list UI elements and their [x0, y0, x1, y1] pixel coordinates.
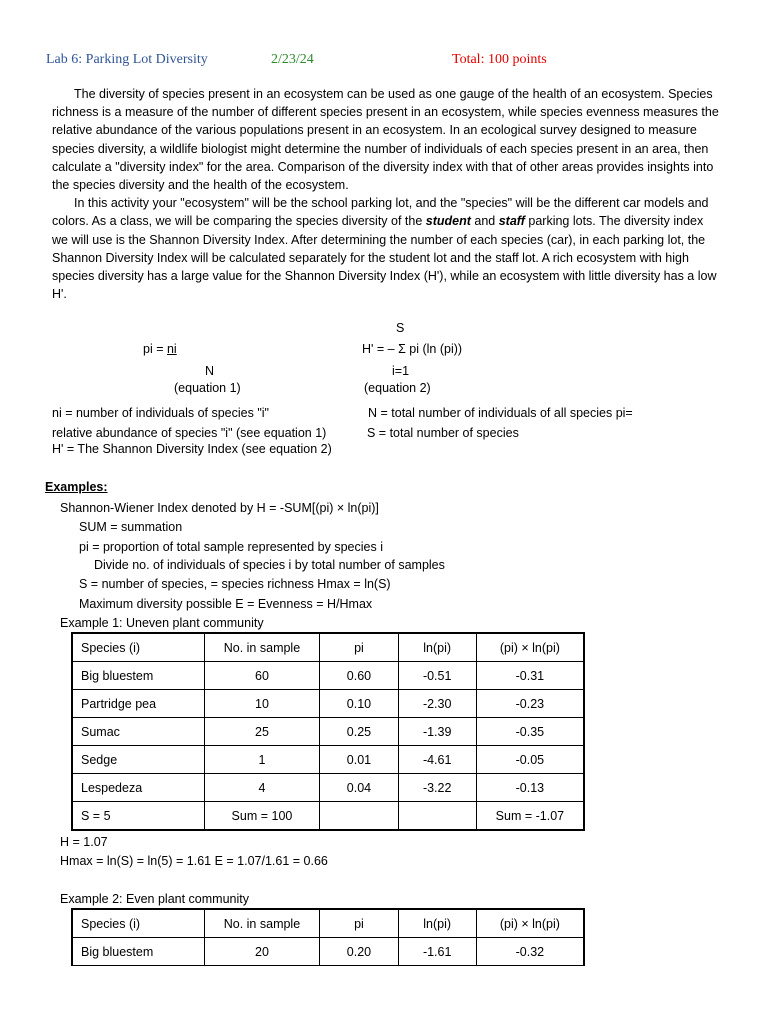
eq1-denominator: N — [205, 364, 215, 378]
table-cell: 0.10 — [320, 690, 398, 718]
table-cell — [320, 802, 398, 831]
eq2-lower-limit: i=1 — [392, 364, 410, 378]
table-cell: -0.05 — [476, 746, 584, 774]
header-cell: Species (i) — [72, 909, 204, 938]
max-diversity: Maximum diversity possible E = Evenness = H/Hmax — [79, 597, 373, 611]
staff-emphasis: staff — [498, 214, 525, 229]
header-cell: (pi) × ln(pi) — [476, 633, 584, 662]
table-header-row — [72, 909, 584, 938]
header-cell: pi — [320, 909, 398, 938]
intro-p2-a: In this activity your "ecosystem" will be the school parking lot, and the "species" will be the different car models and colors. As a class, we will be comparing the species diversity of the — [52, 196, 709, 229]
divide-instruction: Divide no. of individuals of species i by total number of samples — [94, 558, 445, 572]
header-cell: No. in sample — [204, 909, 320, 938]
table-cell: 0.25 — [320, 718, 398, 746]
header-cell: Species (i) — [72, 633, 204, 662]
table-row — [72, 690, 584, 718]
table-cell: 0.60 — [320, 662, 398, 690]
table-cell: -0.31 — [476, 662, 584, 690]
pi-definition: pi = proportion of total sample represented by species i — [79, 540, 383, 554]
table-row — [72, 662, 584, 690]
table-cell: Sumac — [72, 718, 204, 746]
table-cell: -1.61 — [398, 938, 476, 966]
table-cell: Partridge pea — [72, 690, 204, 718]
eq1-label: (equation 1) — [174, 381, 241, 395]
table-cell: -4.61 — [398, 746, 476, 774]
table-footer-row — [72, 802, 584, 831]
table-cell: Big bluestem — [72, 662, 204, 690]
table-cell: 25 — [204, 718, 320, 746]
table-cell: -2.30 — [398, 690, 476, 718]
table-cell: 0.20 — [320, 938, 398, 966]
table-cell: -3.22 — [398, 774, 476, 802]
lab-title: Lab 6: Parking Lot Diversity — [46, 52, 208, 67]
table-cell: -0.51 — [398, 662, 476, 690]
table-cell: Sum = -1.07 — [476, 802, 584, 831]
header-cell: pi — [320, 633, 398, 662]
table-cell: Lespedeza — [72, 774, 204, 802]
table-cell: -0.35 — [476, 718, 584, 746]
table-cell: 1 — [204, 746, 320, 774]
table-cell: -0.32 — [476, 938, 584, 966]
def-N: N = total number of individuals of all species pi= — [368, 406, 633, 420]
def-H: H' = The Shannon Diversity Index (see equation 2) — [52, 442, 332, 456]
table-cell: 10 — [204, 690, 320, 718]
header-cell: No. in sample — [204, 633, 320, 662]
def-ni: ni = number of individuals of species "i" — [52, 406, 269, 420]
table-cell: -0.23 — [476, 690, 584, 718]
examples-heading: Examples: — [45, 480, 108, 494]
example-1-title: Example 1: Uneven plant community — [60, 616, 264, 630]
table-cell: 0.04 — [320, 774, 398, 802]
eq2-upper-limit: S — [396, 321, 405, 335]
equation-1 — [143, 342, 177, 356]
table-cell: 20 — [204, 938, 320, 966]
example-1-hmax: Hmax = ln(S) = ln(5) = 1.61 E = 1.07/1.61 = 0.66 — [60, 854, 328, 868]
intro-p2-b: parking lots. The diversity index we will use is the Shannon Diversity Index. After determining the number of each species (car), in each parking lot, the Shannon Diversity Index will be calculated separately for the student lot and the staff lot. A rich ecosystem with high species diversity has a large value for the Shannon Diversity Index (H'), while an ecosystem with little diversity has a low H'. — [52, 214, 717, 302]
example-2-table — [71, 908, 585, 966]
table-cell: 0.01 — [320, 746, 398, 774]
example-2-title: Example 2: Even plant community — [60, 892, 249, 906]
table-cell: -1.39 — [398, 718, 476, 746]
intro-p2-and: and — [470, 214, 499, 229]
student-emphasis: student — [425, 214, 471, 229]
lab-date: 2/23/24 — [271, 52, 314, 67]
table-row — [72, 938, 584, 966]
header-cell: ln(pi) — [398, 633, 476, 662]
example-1-table — [71, 632, 585, 831]
table-cell: 60 — [204, 662, 320, 690]
def-S: S = total number of species — [367, 426, 519, 440]
table-cell: 4 — [204, 774, 320, 802]
eq2-label: (equation 2) — [364, 381, 431, 395]
s-definition: S = number of species, = species richness Hmax = ln(S) — [79, 577, 391, 591]
example-1-h-value: H = 1.07 — [60, 835, 108, 849]
header-cell: ln(pi) — [398, 909, 476, 938]
eq1-left: pi = — [143, 342, 167, 356]
shannon-formula: Shannon-Wiener Index denoted by H = -SUM[(pi) × ln(pi)] — [60, 501, 379, 515]
table-header-row — [72, 633, 584, 662]
equation-2: H' = – Σ pi (ln (pi)) — [362, 342, 463, 356]
intro-text — [52, 85, 720, 303]
total-points: Total: 100 points — [452, 52, 547, 67]
table-row — [72, 746, 584, 774]
def-pi: relative abundance of species "i" (see equation 1) — [52, 426, 327, 440]
table-row — [72, 718, 584, 746]
sum-definition: SUM = summation — [79, 520, 183, 534]
table-cell: Big bluestem — [72, 938, 204, 966]
table-cell: -0.13 — [476, 774, 584, 802]
table-cell — [398, 802, 476, 831]
table-cell: S = 5 — [72, 802, 204, 831]
intro-paragraph-1: The diversity of species present in an ecosystem can be used as one gauge of the health of an ecosystem. Species richness is a measure of the number of different species present in an ecosystem, while species evenness measures the relative abundance of the various populations present in an ecosystem. In an ecological survey designed to measure species diversity, a wildlife biologist might determine the number of individuals of each species present in an area, then calculate a "diversity index" for the area. Comparison of the diversity index with that of other areas provides insights into the species diversity and the health of the ecosystem. — [52, 87, 719, 193]
table-row — [72, 774, 584, 802]
table-cell: Sedge — [72, 746, 204, 774]
intro-paragraph-2 — [52, 194, 720, 303]
eq1-numerator: ni — [166, 342, 177, 356]
table-cell: Sum = 100 — [204, 802, 320, 831]
header-cell: (pi) × ln(pi) — [476, 909, 584, 938]
